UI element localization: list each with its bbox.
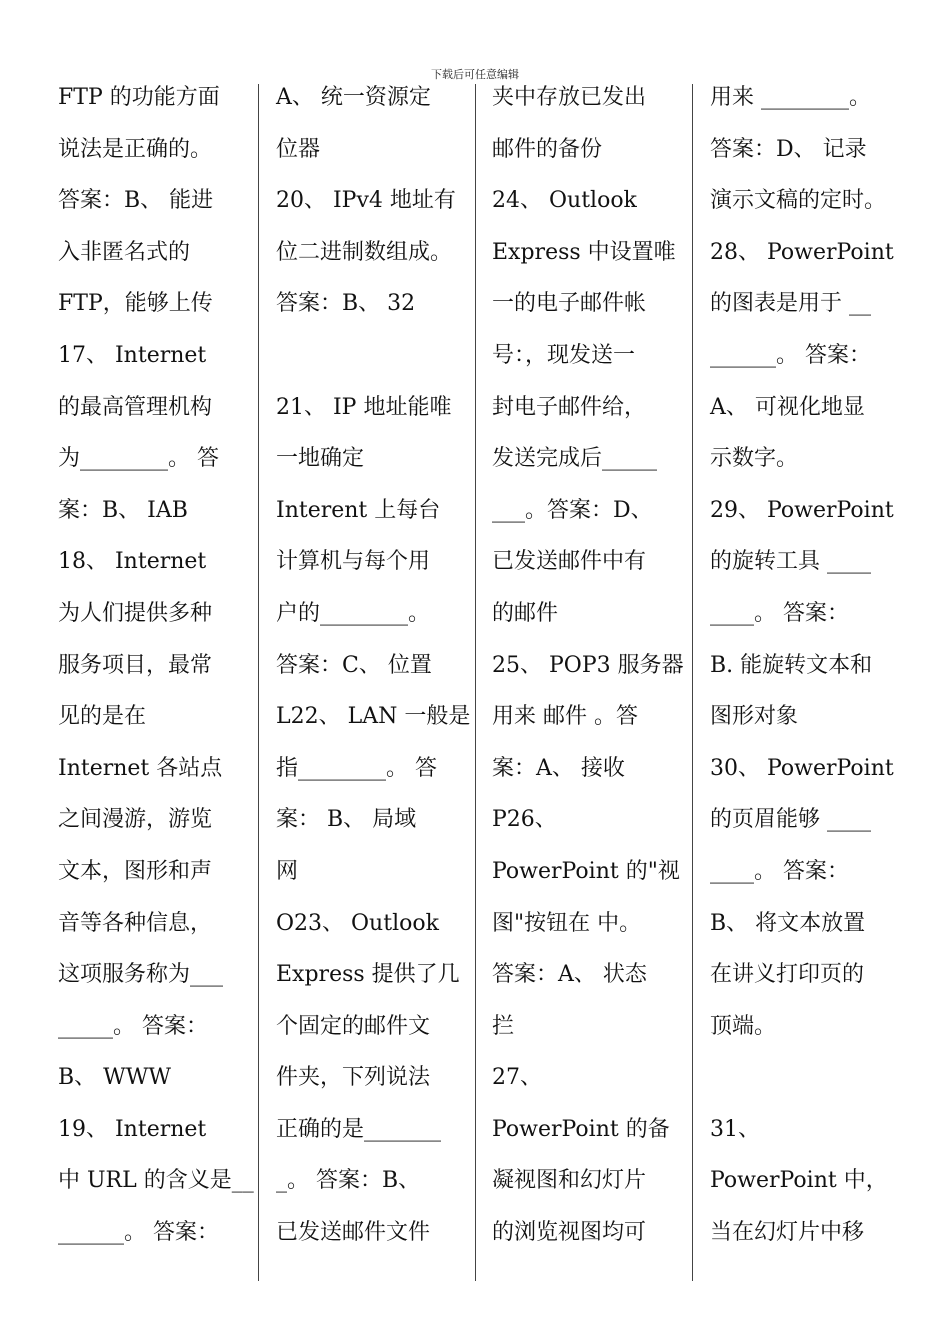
text-line: 计算机与每个用	[276, 549, 431, 575]
text-line: 指________。 答	[276, 755, 437, 781]
text-line: _。 答案：B、	[276, 1168, 421, 1194]
text-line: B、 将文本放置	[710, 910, 866, 936]
text-line	[710, 1052, 894, 1104]
text-line: 一地确定	[276, 446, 365, 472]
text-column-3	[492, 72, 684, 1259]
text-line: 图形对象	[710, 704, 799, 730]
text-line: P26、	[492, 807, 557, 833]
text-line: ____。 答案：	[710, 858, 849, 884]
text-line: Internet 各站点	[58, 755, 223, 781]
text-line: 已发送邮件中有	[492, 549, 647, 575]
text-line: 25、 POP3 服务器	[492, 652, 684, 678]
text-line: 答案：D、 记录	[710, 136, 867, 162]
text-column-4	[710, 72, 894, 1259]
text-line: PowerPoint 的备	[492, 1116, 670, 1142]
text-line: 用来 邮件 。答	[492, 704, 638, 730]
text-line: 户的________。	[276, 600, 431, 626]
text-line: 18、 Internet	[58, 549, 207, 575]
text-line: ___。答案：D、	[492, 497, 653, 523]
text-line: 演示文稿的定时。	[710, 188, 887, 214]
text-line: 图"按钮在 中。	[492, 910, 642, 936]
text-line: B. 能旋转文本和	[710, 652, 873, 678]
text-line	[276, 330, 470, 382]
text-line: 凝视图和幻灯片	[492, 1168, 647, 1194]
text-line: 21、 IP 地址能唯	[276, 394, 452, 420]
text-line: 24、 Outlook	[492, 188, 637, 214]
text-line: B、 WWW	[58, 1065, 171, 1091]
text-line: 位二进制数组成。	[276, 239, 453, 265]
text-line: 答案：B、 能进	[58, 188, 214, 214]
text-line: 27、	[492, 1065, 542, 1091]
text-line: 封电子邮件给，	[492, 394, 647, 420]
text-line: 位器	[276, 136, 321, 162]
text-line: 号：，现发送一	[492, 342, 636, 368]
text-line: O23、 Outlook	[276, 910, 439, 936]
text-line: ______。 答案：	[710, 342, 871, 368]
text-line: 28、 PowerPoint	[710, 239, 894, 265]
text-line: 服务项目，最常	[58, 652, 213, 678]
text-line: 为________。 答	[58, 446, 219, 472]
text-line: 的浏览视图均可	[492, 1220, 647, 1246]
text-line: 入非匿名式的	[58, 239, 191, 265]
text-line: 的旋转工具 ____	[710, 549, 871, 575]
text-line: 一的电子邮件帐	[492, 291, 647, 317]
text-line: 已发送邮件文件	[276, 1220, 431, 1246]
text-column-1	[58, 72, 254, 1259]
text-line: 17、 Internet	[58, 342, 207, 368]
text-line: 19、 Internet	[58, 1116, 207, 1142]
text-line: 的最高管理机构	[58, 394, 213, 420]
text-line: Express 中设置唯	[492, 239, 676, 265]
text-line: 说法是正确的。	[58, 136, 213, 162]
text-line: 的图表是用于 __	[710, 291, 871, 317]
text-line: L22、 LAN 一般是	[276, 704, 471, 730]
text-line: ______。 答案：	[58, 1220, 219, 1246]
text-line: ____。 答案：	[710, 600, 849, 626]
text-line: 之间漫游，游览	[58, 807, 213, 833]
text-column-2	[276, 72, 470, 1259]
text-line: 示数字。	[710, 446, 799, 472]
text-line: PowerPoint 的"视	[492, 858, 680, 884]
text-line: A、 可视化地显	[710, 394, 865, 420]
text-line: 30、 PowerPoint	[710, 755, 894, 781]
text-line: 为人们提供多种	[58, 600, 213, 626]
text-line: 件夹，下列说法	[276, 1065, 431, 1091]
text-line: PowerPoint 中，	[710, 1168, 888, 1194]
text-line: 拦	[492, 1013, 515, 1039]
text-line: 发送完成后_____	[492, 446, 658, 472]
text-line: A、 统一资源定	[276, 85, 431, 110]
text-line: 个固定的邮件文	[276, 1013, 431, 1039]
text-line: 在讲义打印页的	[710, 962, 865, 988]
text-line: FTP，能够上传	[58, 291, 213, 317]
text-line: 当在幻灯片中移	[710, 1220, 865, 1246]
text-line: 正确的是_______	[276, 1116, 442, 1142]
text-line: 音等各种信息，	[58, 910, 213, 936]
text-line: 31、	[710, 1116, 760, 1142]
text-line: 这项服务称为___	[58, 962, 224, 988]
text-line: FTP 的功能方面	[58, 85, 220, 110]
text-line: 的邮件	[492, 600, 559, 626]
text-line: 案： B、 局域	[276, 807, 417, 833]
text-line: _____。 答案：	[58, 1013, 208, 1039]
text-line: 答案：B、 32	[276, 291, 416, 317]
text-line: 案：A、 接收	[492, 755, 625, 781]
text-line: 29、 PowerPoint	[710, 497, 894, 523]
text-line: Express 提供了几	[276, 962, 460, 988]
text-line: 见的是在	[58, 704, 147, 730]
text-line: 夹中存放已发出	[492, 85, 647, 110]
text-line: 20、 IPv4 地址有	[276, 188, 456, 214]
text-line: 答案：A、 状态	[492, 962, 647, 988]
text-line: Interent 上每台	[276, 497, 441, 523]
text-line: 用来 ________。	[710, 85, 871, 110]
text-line: 邮件的备份	[492, 136, 603, 162]
text-line: 案：B、 IAB	[58, 497, 188, 523]
column-divider	[258, 84, 259, 1281]
text-line: 网	[276, 858, 299, 884]
text-line: 答案：C、 位置	[276, 652, 432, 678]
text-line: 中 URL 的含义是__	[58, 1168, 254, 1194]
text-line: 的页眉能够 ____	[710, 807, 871, 833]
column-divider	[475, 84, 476, 1281]
column-divider	[692, 84, 693, 1281]
page-header: 下载后可任意编辑	[431, 68, 519, 81]
text-line: 文本，图形和声	[58, 858, 213, 884]
text-line: 顶端。	[710, 1013, 777, 1039]
